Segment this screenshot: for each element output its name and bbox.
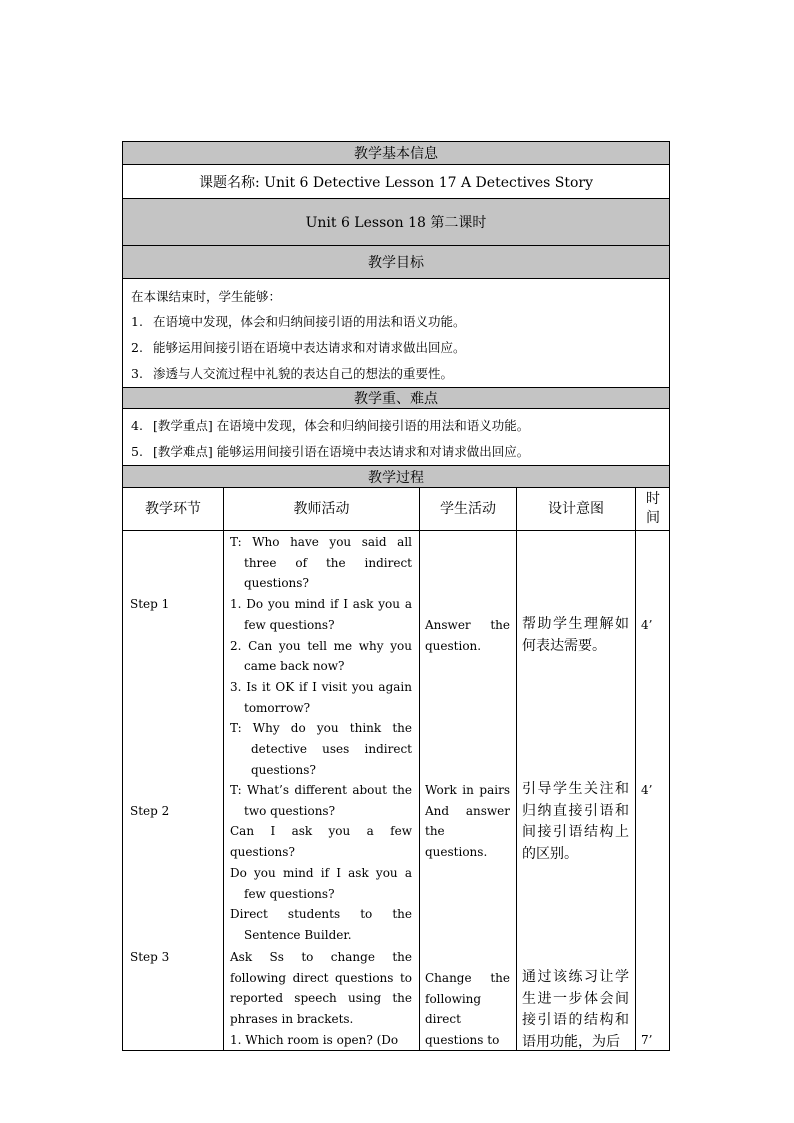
key-points-block xyxy=(122,408,670,465)
teacher-activity: T: What’s different about the two questions? Can I ask you a few questions? Do you mind if I ask you a few questions? Direct students to the Sentence Builder. xyxy=(230,783,412,942)
objectives-intro: 在本课结束时，学生能够： xyxy=(131,289,282,304)
student-activity: Answer the question. xyxy=(425,618,510,653)
student-activity: Change the following direct questions to xyxy=(425,971,510,1048)
step-label: Step 3 xyxy=(130,950,170,964)
student-activity: Work in pairs And answer the questions. xyxy=(425,783,510,860)
time-value: 4’ xyxy=(641,618,653,632)
step-label: Step 1 xyxy=(130,597,170,611)
objective-item: 3. 渗透与人交流过程中礼貌的表达自己的想法的重要性。 xyxy=(131,366,454,381)
course-title: 课题名称: Unit 6 Detective Lesson 17 A Detectives Story xyxy=(198,174,594,191)
key-point-item: 5. [教学难点] 能够运用间接引语在语境中表达请求和对请求做出回应。 xyxy=(131,444,530,459)
time-value: 4’ xyxy=(641,783,653,797)
column-header-intent: 设计意图 xyxy=(548,500,604,517)
lesson-title: Unit 6 Lesson 18 第二课时 xyxy=(305,215,487,231)
column-header-teacher: 教师活动 xyxy=(293,500,350,517)
key-point-item: 4. [教学重点] 在语境中发现，体会和归纳间接引语的用法和语义功能。 xyxy=(131,418,530,433)
step-label: Step 2 xyxy=(130,804,170,818)
lesson-row xyxy=(122,198,670,245)
section-key-points-title: 教学重、难点 xyxy=(354,391,438,407)
design-intent: 帮助学生理解如何表达需要。 xyxy=(522,616,629,654)
teacher-activity: T: Who have you said all three of the indirect questions? 1. Do you mind if I ask you a few questions? 2. Can you tell me why you came back now? 3. Is it OK if I visit you again tomorrow? T: Why do you think the detective uses indirect questions? xyxy=(230,535,412,777)
section-basic-info xyxy=(122,141,670,164)
section-objectives-title: 教学目标 xyxy=(368,255,424,271)
design-intent: 通过该练习让学生进一步体会间接引语的结构和语用功能，为后 xyxy=(522,969,629,1050)
section-key-points xyxy=(122,387,670,408)
section-process-title: 教学过程 xyxy=(368,469,424,486)
course-title-row xyxy=(122,164,670,198)
section-process xyxy=(122,465,670,487)
objective-item: 2. 能够运用间接引语在语境中表达请求和对请求做出回应。 xyxy=(131,340,466,355)
time-value: 7’ xyxy=(641,1033,653,1047)
objective-item: 1. 在语境中发现，体会和归纳间接引语的用法和语义功能。 xyxy=(131,314,466,329)
section-basic-info-title: 教学基本信息 xyxy=(354,146,438,162)
objectives-block xyxy=(122,278,670,387)
teacher-activity: Ask Ss to change the following direct questions to reported speech using the phrases in brackets. 1. Which room is open? (Do xyxy=(230,950,412,1047)
column-header-student: 学生活动 xyxy=(440,500,496,517)
design-intent: 引导学生关注和归纳直接引语和间接引语结构上的区别。 xyxy=(522,781,629,862)
section-objectives xyxy=(122,245,670,278)
process-table xyxy=(122,487,670,1051)
column-header-stage: 教学环节 xyxy=(145,500,201,517)
column-header-time: 时 间 xyxy=(646,491,660,526)
